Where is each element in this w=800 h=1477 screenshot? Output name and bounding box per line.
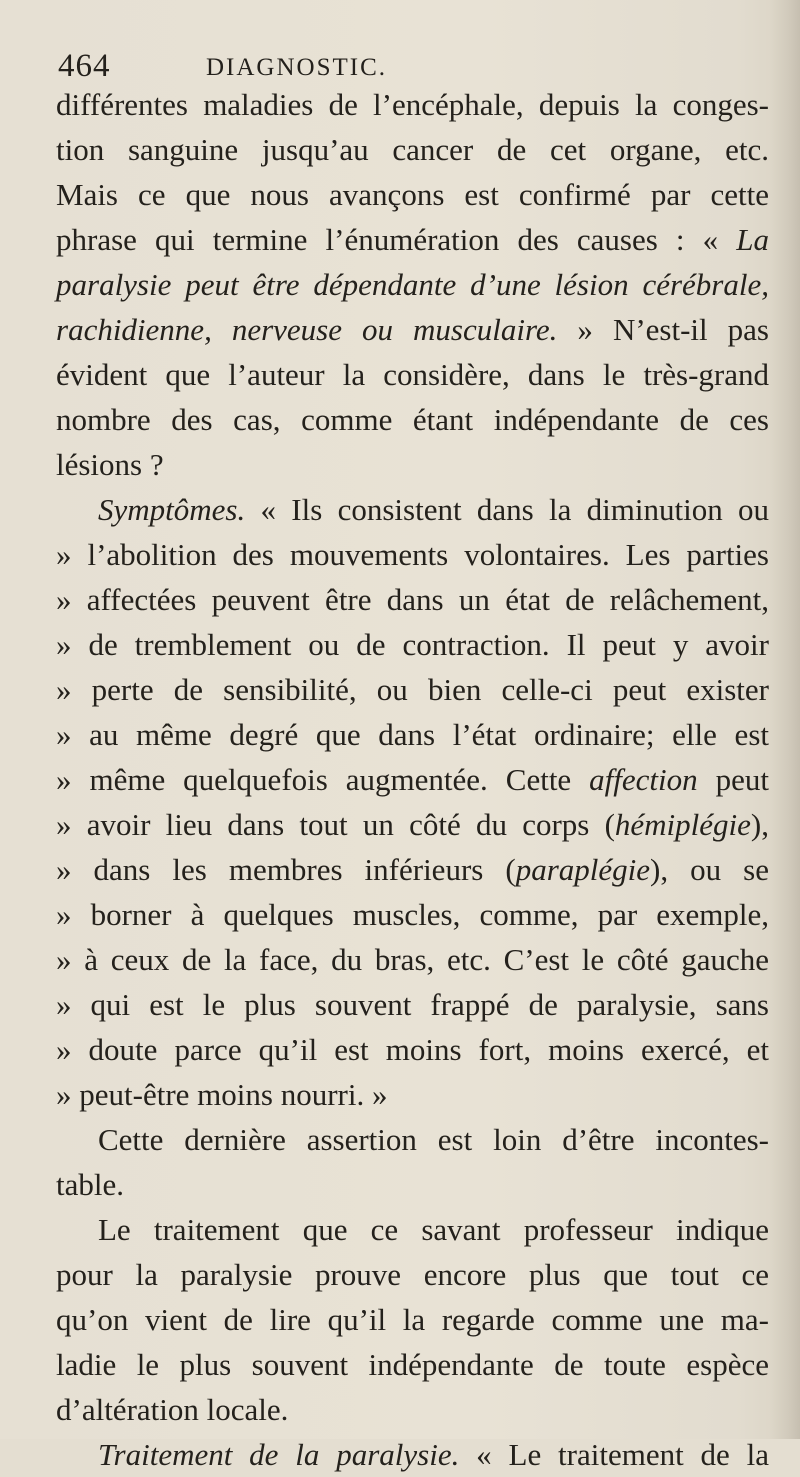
text-line: d’altération locale.	[56, 1392, 289, 1427]
text-line: évident que l’auteur la considère, dans le très-grand	[56, 357, 769, 392]
text-line: phrase qui termine l’énumération des causes : « La	[56, 222, 769, 257]
text-line: table.	[56, 1167, 124, 1202]
quoted-line: » avoir lieu dans tout un côté du corps (hémiplégie),	[56, 807, 769, 842]
text-line: rachidienne, nerveuse ou musculaire. » N’est-il pas	[56, 312, 769, 347]
quoted-line: » qui est le plus souvent frappé de paralysie, sans	[56, 987, 769, 1022]
text-line: tion sanguine jusqu’au cancer de cet organe, etc.	[56, 132, 769, 167]
quoted-line: » au même degré que dans l’état ordinaire; elle est	[56, 717, 769, 752]
quoted-line: » même quelquefois augmentée. Cette affection peut	[56, 762, 769, 797]
text-line: lésions ?	[56, 447, 164, 482]
quoted-line: » perte de sensibilité, ou bien celle-ci peut exister	[56, 672, 769, 707]
quoted-line: » affectées peuvent être dans un état de relâchement,	[56, 582, 769, 617]
quoted-line: » peut-être moins nourri. »	[56, 1077, 388, 1112]
section-heading-line: Symptômes. « Ils consistent dans la diminution ou	[98, 492, 769, 527]
quoted-line: » borner à quelques muscles, comme, par exemple,	[56, 897, 769, 932]
text-line: nombre des cas, comme étant indépendante de ces	[56, 402, 769, 437]
body-text	[56, 82, 769, 1477]
text-line: Cette dernière assertion est loin d’être incontes-	[98, 1122, 769, 1157]
page-number: 464	[58, 48, 111, 84]
page-edge-shadow	[770, 0, 800, 1439]
running-head: DIAGNOSTIC.	[206, 54, 388, 81]
quoted-line: » l’abolition des mouvements volontaires. Les parties	[56, 537, 769, 572]
text-line: différentes maladies de l’encéphale, depuis la conges-	[56, 87, 769, 122]
text-line: qu’on vient de lire qu’il la regarde comme une ma-	[56, 1302, 769, 1337]
section-heading-line: Traitement de la paralysie. « Le traitement de la	[98, 1437, 769, 1472]
text-line: Mais ce que nous avançons est confirmé par cette	[56, 177, 769, 212]
text-line: pour la paralysie prouve encore plus que tout ce	[56, 1257, 769, 1292]
quoted-line: » de tremblement ou de contraction. Il peut y avoir	[56, 627, 769, 662]
text-line: Le traitement que ce savant professeur indique	[98, 1212, 769, 1247]
text-line: ladie le plus souvent indépendante de toute espèce	[56, 1347, 769, 1382]
quoted-line: » dans les membres inférieurs (paraplégie), ou se	[56, 852, 769, 887]
quoted-line: » doute parce qu’il est moins fort, moins exercé, et	[56, 1032, 769, 1067]
quoted-line: » à ceux de la face, du bras, etc. C’est le côté gauche	[56, 942, 769, 977]
text-line: paralysie peut être dépendante d’une lésion cérébrale,	[56, 267, 769, 302]
